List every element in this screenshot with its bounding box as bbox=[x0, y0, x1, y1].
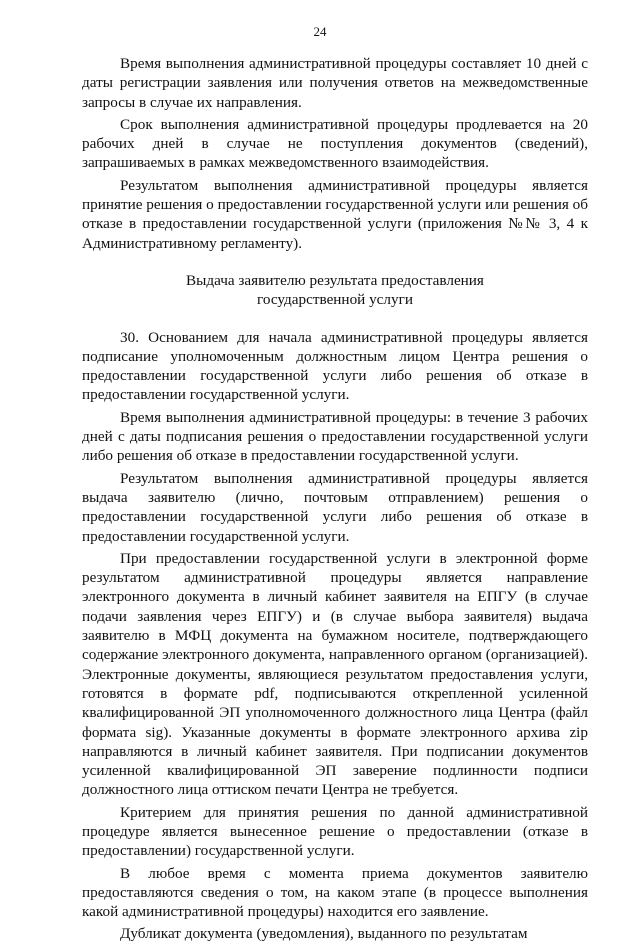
paragraph: Время выполнения административной процедуры составляет 10 дней с даты регистрации заявления или получения ответов на межведомственные запросы в случае их направления. bbox=[82, 55, 588, 111]
paragraph: Результатом выполнения административной процедуры является выдача заявителю (лично, почтовым отправлением) решения о предоставлении государственной услуги либо решения об отказе в предоставлении государственной услуги. bbox=[82, 469, 588, 545]
page-number: 24 bbox=[313, 24, 327, 39]
paragraph: Время выполнения административной процедуры: в течение 3 рабочих дней с даты подписания решения о предоставлении государственной услуги либо решения об отказе в предоставлении государственной услуги. bbox=[82, 408, 588, 465]
section-heading-line: Выдача заявителю результата предоставления bbox=[186, 271, 484, 289]
paragraph: Дубликат документа (уведомления), выданного по результатам bbox=[120, 925, 528, 943]
section-heading bbox=[82, 271, 588, 310]
paragraph: Срок выполнения административной процедуры продлевается на 20 рабочих дней в случае не поступления документов (сведений), запрашиваемых в рамках межведомственного взаимодействия. bbox=[82, 115, 588, 172]
section-heading-line: государственной услуги bbox=[257, 291, 413, 309]
document-body bbox=[82, 54, 588, 947]
paragraph: При предоставлении государственной услуги в электронной форме результатом административной процедуры является направление электронного документа в личный кабинет заявителя на ЕПГУ (в случае подачи заявления через ЕПГУ) и (в случае выбора заявителя) выдача заявителю в МФЦ документа на бумажном носителе, подтверждающего содержание электронного документа, направленного органом (организацией). Электронные документы, являющиеся результатом предоставления услуги, готовятся в формате pdf, подписываются открепленной усиленной квалифицированной ЭП уполномоченного должностного лица Центра (файл формата sig). Указанные документы в формате электронного архива zip направляются в личный кабинет заявителя. При подписании документов усиленной квалифицированной ЭП заверение подлинности подписи должностного лица оттиском печати Центра не требуется. bbox=[82, 549, 588, 799]
paragraph: Критерием для принятия решения по данной административной процедуре является вынесенное решение о предоставлении (отказе в предоставлении) государственной услуги. bbox=[82, 803, 588, 860]
paragraph: Результатом выполнения административной процедуры является принятие решения о предоставлении государственной услуги или решения об отказе в предоставлении государственной услуги (приложения №№ 3, 4 к Административному регламенту). bbox=[82, 176, 588, 252]
paragraph: 30. Основанием для начала административной процедуры является подписание уполномоченным должностным лицом Центра решения о предоставлении государственной услуги либо решения об отказе в предоставлении государственной услуги. bbox=[82, 328, 588, 404]
paragraph: В любое время с момента приема документов заявителю предоставляются сведения о том, на каком этапе (в процессе выполнения какой административной процедуры) находится его заявление. bbox=[82, 864, 588, 921]
